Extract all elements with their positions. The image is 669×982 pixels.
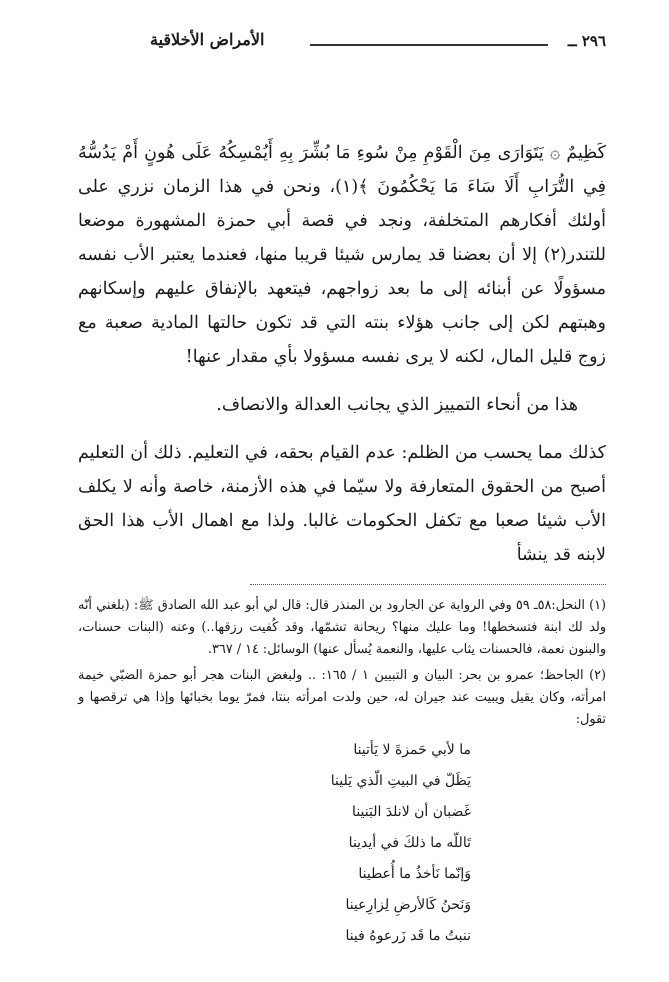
main-text [78,136,606,572]
poem [78,735,606,952]
poem-line: ننبتُ ما قَد زَرعوهُ فينا [345,928,471,944]
poem-line: يَظَلّ في البيتِ الّذي يَلينا [330,773,471,789]
paragraph-3: كذلك مما يحسب من الظلم: عدم القيام بحقه، في التعليم. ذلك أن التعليم أصبح من الحقوق المتعارفة ولا سيّما في هذه الأزمنة، خاصة وأنه لا يكلف الأب شيئا صعبا مع تكفل الحكومات غالبا. ولذا مع اهمال الأب هذا الحق لابنه قد ينشأ [78,443,606,565]
paragraph-1: كَظِيمٌ ۞ يَتَوَارَى مِنَ الْقَوْمِ مِنْ سُوءِ مَا بُشِّرَ بِهِ أَيُمْسِكُهُ عَلَى هُونٍ أَمْ يَدُسُّهُ فِي التُّرَابِ أَلَا سَاءَ مَا يَحْكُمُونَ ﴾(١)، ونحن في هذا الزمان نزري على أولئك أفكارهم المتخلفة، ونجد في قصة أبي حمزة المشهورة موضعا للتندر(٢) إلا أن بعضنا قد يمارس شيئا قريبا منها، فعندما يعتبر الأب نفسه مسؤولًا عن أبنائه إلى ما بعد زواجهم، فيتعهد بالإنفاق عليهم وإسكانهم وهبتهم لكن إلى جانب هؤلاء بنته التي قد تكون حالتها المادية صعبة مع زوج قليل المال، لكنه لا يرى نفسه مسؤولا بأي مقدار عنها! [78,143,606,367]
footnote-1: (١) النحل:٥٨ـ ٥٩ وفي الرواية عن الجارود بن المنذر قال: قال لي أبو عبد الله الصادق ﷺ: (بلغني أنّه ولد لك ابنة فتسخطها! وما عليك منها؟ ريحانة تشمّها، وقد كُفيت رزقها..) وعنه (البنات حسنات، والبنون نعمة، فالحسنات يثاب عليها، والنعمة يُسأل عنها) الوسائل: ١٤ / ٣٦٧. [78,598,606,657]
footnotes [78,595,606,731]
poem-line: غَضبان أن لانلدَ البَنينا [352,804,471,820]
poem-line: تَاللّه ما ذلكَ في أيدينا [348,835,471,851]
poem-line: وَنَحنُ كَالأرضِ لِزارِعينا [345,897,471,913]
footnote-separator [250,584,606,585]
poem-line: وَإنّما نَأخذُ ما أُعطينا [358,866,471,882]
running-header [110,30,606,56]
header-rule [310,44,548,46]
page-number: ٢٩٦ ــ [567,32,606,50]
footnote-2: (٢) الجاحظ؛ عمرو بن بحر: البيان و التبيين ١ / ١٦٥: .. ولبغض البنات هجر أبو حمزة الضبّي خيمة امرأته، وكان يقيل ويبيت عند جيران له، حين ولدت امرأته بنتا، فمرّ يوما بخبائها وإذا هي ترقصها و تقول: [78,668,607,727]
paragraph-2: هذا من أنحاء التمييز الذي يجانب العدالة والانصاف. [216,395,578,415]
poem-line: ما لأبي حَمزةَ لا يَأتينا [353,742,471,758]
chapter-title: الأمراض الأخلاقية [150,30,265,49]
